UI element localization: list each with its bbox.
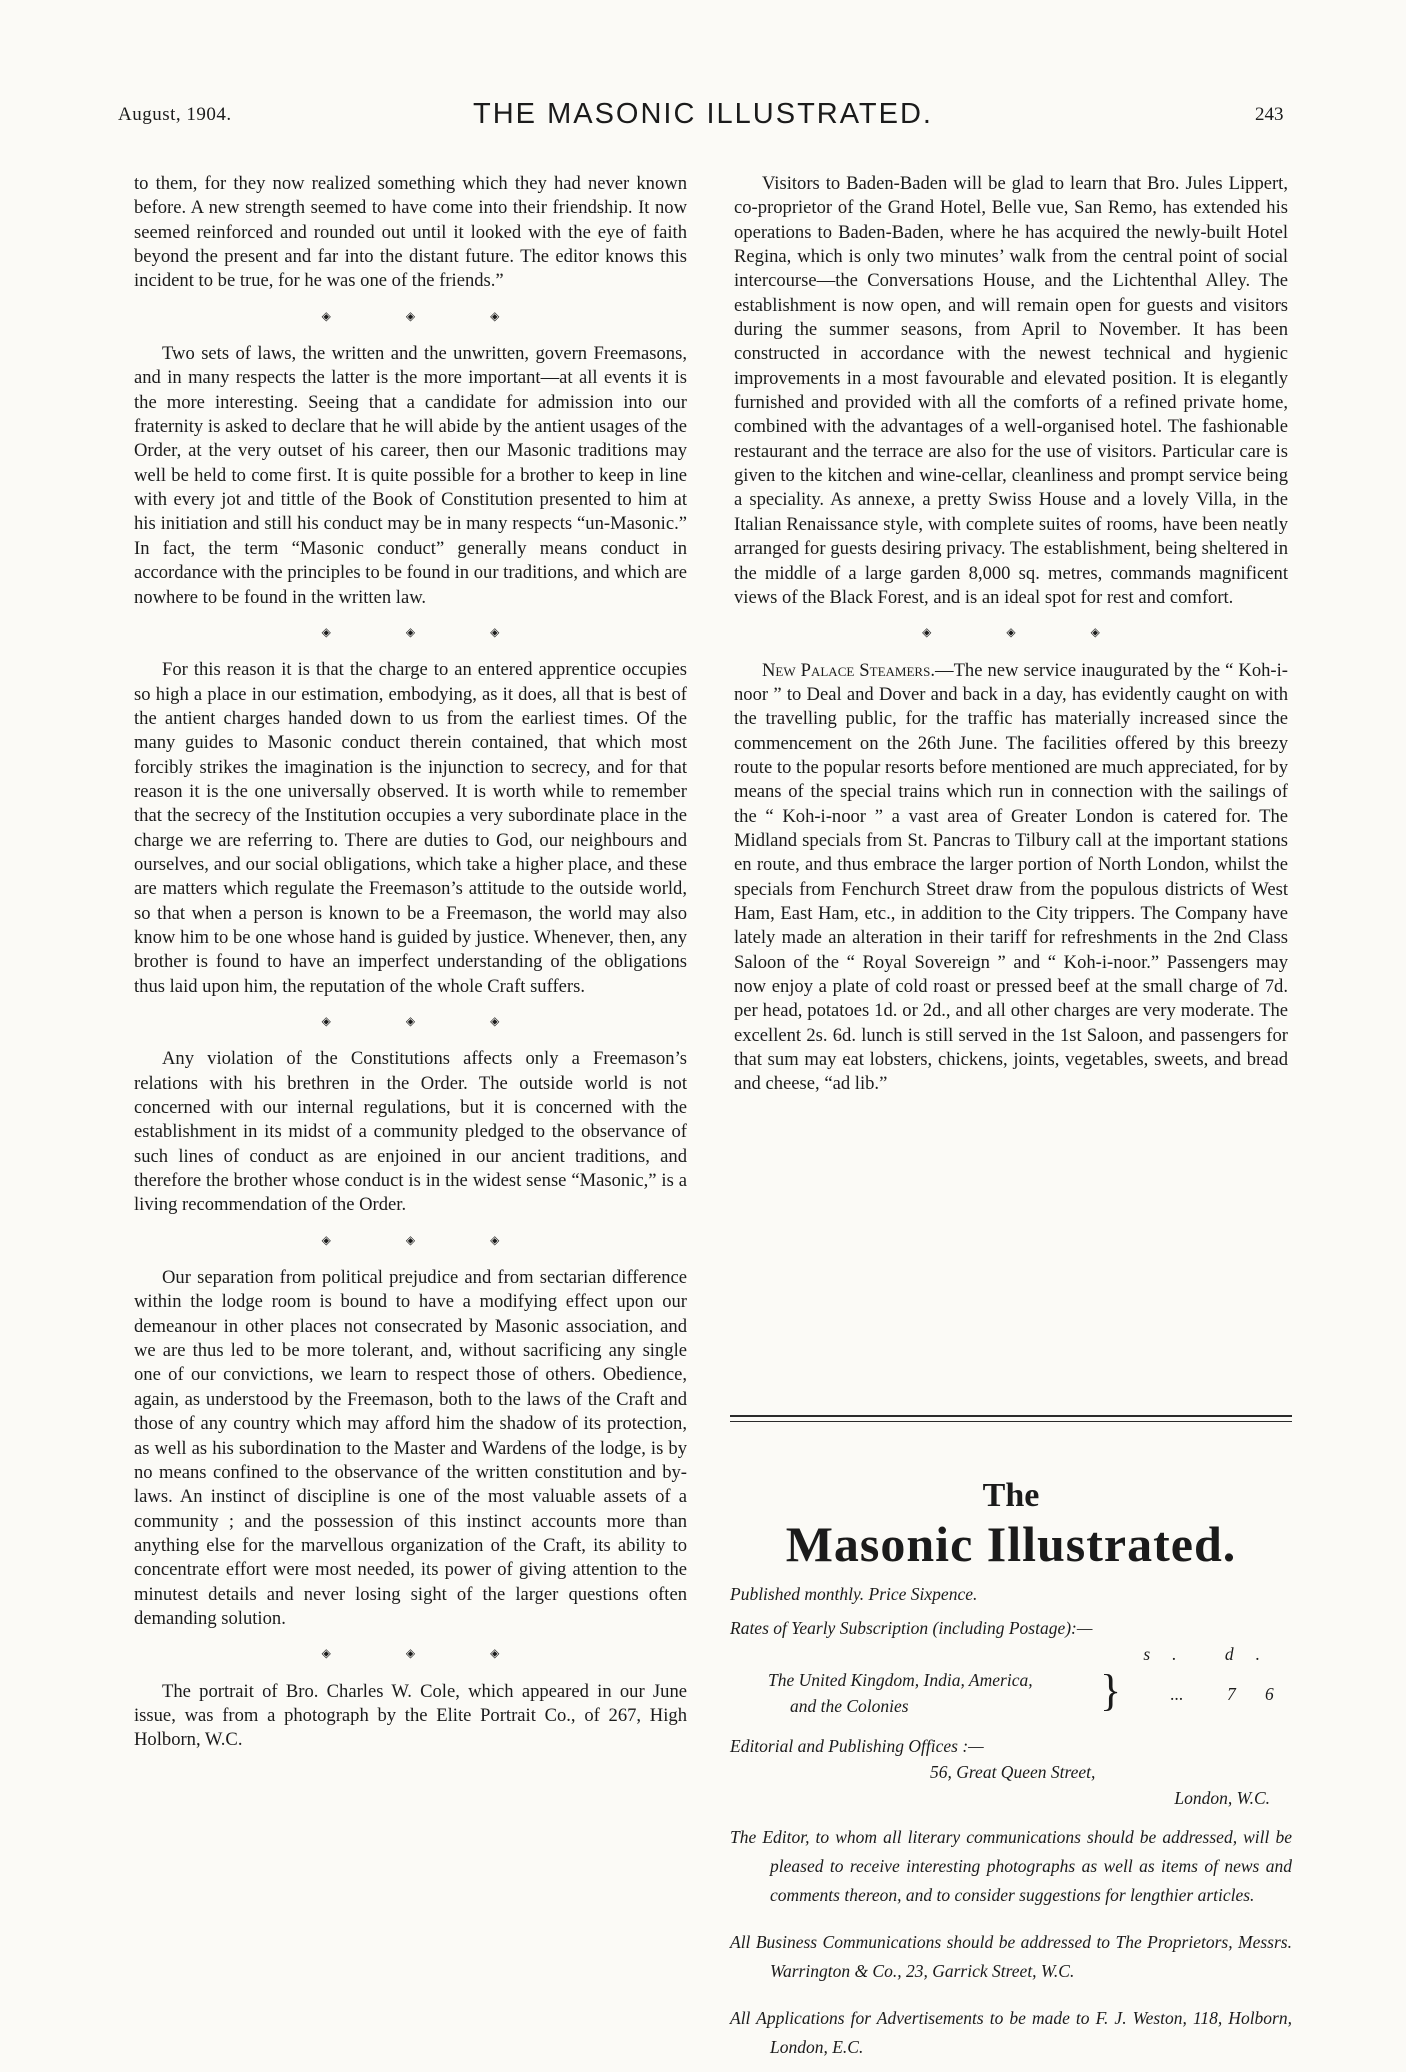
double-rule-top [730,1415,1292,1417]
paragraph-body: —The new service inaugurated by the “ Koh-i-noor ” to Deal and Dover and back in a day, has evidently caught on with the travelling public, for the traffic has materially increased since the commencement on the 26th June. The facilities offered by this breezy route to the popular resorts before mentioned are much appreciated, for by means of the special trains which run in connection with the sailings of the “ Koh-i-noor ” a vast area of Greater London is catered for. The Midland specials from St. Pancras to Tilbury call at the important stations en route, and thus embrace the larger portion of North London, whilst the specials from Fenchurch Street draw from the populous districts of West Ham, East Ham, etc., in addition to the City trippers. The Company have lately made an alteration in their tariff for refreshments in the 2nd Class Saloon of the “ Royal Sovereign ” and “ Koh-i-noor.” Passengers may now enjoy a plate of cold roast or pressed beef at the small charge of 7d. per head, potatoes 1d. or 2d., and all other charges are very moderate. The excellent 2s. 6d. lunch is still served in the 1st Saloon, and passengers for that sum may eat lobsters, chickens, joints, vegetables, sweets, and bread and cheese, “ad lib.” [734,659,1288,1095]
address-city: London, W.C. [1174,1788,1270,1808]
left-column [134,172,687,1753]
paragraph [734,659,1288,1097]
subscription-region: The United Kingdom, India, America, and the Colonies [768,1670,1033,1716]
brace: } [1100,1666,1122,1715]
ornament-divider: ◈ ◈ ◈ [321,624,536,639]
price-column-heading: s. d. [1143,1644,1282,1664]
section-lead: New Palace Steamers. [762,659,935,681]
paragraph: The portrait of Bro. Charles W. Cole, which appeared in our June issue, was from a photograph by the Elite Portrait Co., of 267, High Holborn, W.C. [134,1680,687,1751]
address-street: 56, Great Queen Street, [930,1762,1096,1782]
masthead-box [730,1412,1292,2062]
business-note: All Business Communications should be addressed to The Proprietors, Messrs. Warrington & Co., 23, Garrick Street, W.C. [730,1932,1292,1981]
subscription-rates-heading: Rates of Yearly Subscription (including Postage):— [730,1618,1093,1638]
leader-dots: ... [1170,1684,1184,1704]
paragraph: Any violation of the Constitutions affects only a Freemason’s relations with his brethren in the Order. The outside world is not concerned with our internal regulations, but it is concerned with the establishment in its midst of a community pledged to the observance of such lines of conduct as are enjoined in our ancient traditions, and therefore the brother whose conduct is in the widest sense “Masonic,” is a living recommendation of the Order. [134,1048,687,1216]
ornament-divider: ◈ ◈ ◈ [321,308,536,323]
editor-note: The Editor, to whom all literary communications should be addressed, will be pleased to receive interesting photographs as well as items of news and comments thereon, and to consider suggestions for lengthier articles. [730,1827,1292,1905]
running-header [0,0,1406,140]
ornament-divider: ◈ ◈ ◈ [321,1014,536,1028]
masthead-title: Masonic Illustrated. [785,1516,1237,1572]
advertisements-note: All Applications for Advertisements to be made to F. J. Weston, 118, Holborn, London, E.C. [730,2008,1292,2057]
publication-frequency: Published monthly. Price Sixpence. [730,1584,978,1604]
paragraph: For this reason it is that the charge to an entered apprentice occupies so high a place in our estimation, embodying, as it does, all that is best of the antient charges handed down to us from the earliest times. Of the many guides to Masonic conduct therein contained, that which most forcibly strikes the imagination is the injunction to secrecy, and for that reason it is the one universally observed. It is worth while to remember that the secrecy of the Institution occupies a very subordinate place in the charge we are referring to. There are duties to God, our neighbours and ourselves, and our social obligations, which take a higher place, and these are matters which regulate the Freemason’s attitude to the outside world, so that when a person is known to be a Freemason, the world may also know him to be one whose hand is guided by justice. Whenever, then, any brother is found to have an imperfect understanding of the obligations thus laid upon him, the reputation of the whole Craft suffers. [134,659,687,997]
double-rule-bottom [730,1421,1292,1422]
journal-title: THE MASONIC ILLUSTRATED. [473,98,933,130]
masthead-the: The [982,1477,1040,1514]
paragraph: Two sets of laws, the written and the unwritten, govern Freemasons, and in many respects the latter is the more important—at all events it is the more interesting. Seeing that a candidate for admission into our fraternity is asked to declare that he will abide by the antient usages of the Order, at the very outset of his career, then our Masonic traditions may well be held to come first. It is quite possible for a brother to keep in line with every jot and tittle of the Book of Constitution presented to him at his initiation and still his conduct may be in many respects “un-Masonic.” In fact, the term “Masonic conduct” generally means conduct in accordance with the principles to be found in our traditions, and which are nowhere to be found in the written law. [134,343,687,608]
ornament-divider: ◈ ◈ ◈ [922,625,1136,640]
offices-heading: Editorial and Publishing Offices :— [730,1736,984,1756]
price-shillings: 7 [1227,1684,1236,1704]
price-pence: 6 [1265,1684,1274,1704]
paragraph: Our separation from political prejudice and from sectarian difference within the lodge room is bound to have a modifying effect upon our demeanour in other places not consecrated by Masonic association, and we are thus led to be more tolerant, and, without sacrificing any single one of our convictions, we learn to respect those of others. Obedience, again, as understood by the Freemason, both to the laws of the Craft and those of any country which may afford him the shadow of its protection, as well as his subordination to the Master and Wardens of the lodge, is by no means confined to the observance of the written constitution and by-laws. An instinct of discipline is one of the most valuable assets of a community ; and the possession of this instinct accounts more than anything else for the marvellous organization of the Craft, its ability to concentrate effort were most needed, its power of giving attention to the minutest details and never losing sight of the larger questions often demanding solution. [134,1267,687,1629]
ornament-divider: ◈ ◈ ◈ [321,1232,536,1247]
page-number: 243 [1255,104,1284,125]
paragraph: to them, for they now realized something which they had never known before. A new strength seemed to have come into their friendship. It now seemed reinforced and rounded out until it looked with the eye of faith beyond the present and far into the distant future. The editor knows this incident to be true, for he was one of the friends.” [134,173,687,292]
subscription-row [730,1667,1292,1719]
right-column [734,172,1288,1097]
issue-date: August, 1904. [118,104,232,125]
ornament-divider: ◈ ◈ ◈ [321,1646,536,1661]
paragraph: Visitors to Baden-Baden will be glad to learn that Bro. Jules Lippert, co-proprietor of the Grand Hotel, Belle vue, San Remo, has extended his operations to Baden-Baden, where he has acquired the newly-built Hotel Regina, which is only two minutes’ walk from the central point of social intercourse—the Conversations House, and the Lichtenthal Alley. The establishment is now open, and will remain open for guests and visitors during the summer seasons, from April to November. It has been constructed in accordance with the newest technical and hygienic improvements in a most favourable and elevated position. It is elegantly furnished and provided with all the comforts of a refined private home, combined with the advantages of a well-organised hotel. The fashionable restaurant and the terrace are also for the use of visitors. Particular care is given to the kitchen and wine-cellar, cleanliness and prompt service being a speciality. As annexe, a pretty Swiss House and a lovely Villa, in the Italian Renaissance style, with complete suites of rooms, have been neatly arranged for guests desiring privacy. The establishment, being sheltered in the middle of a large garden 8,000 sq. metres, commands magnificent views of the Black Forest, and is an ideal spot for rest and comfort. [734,173,1288,608]
